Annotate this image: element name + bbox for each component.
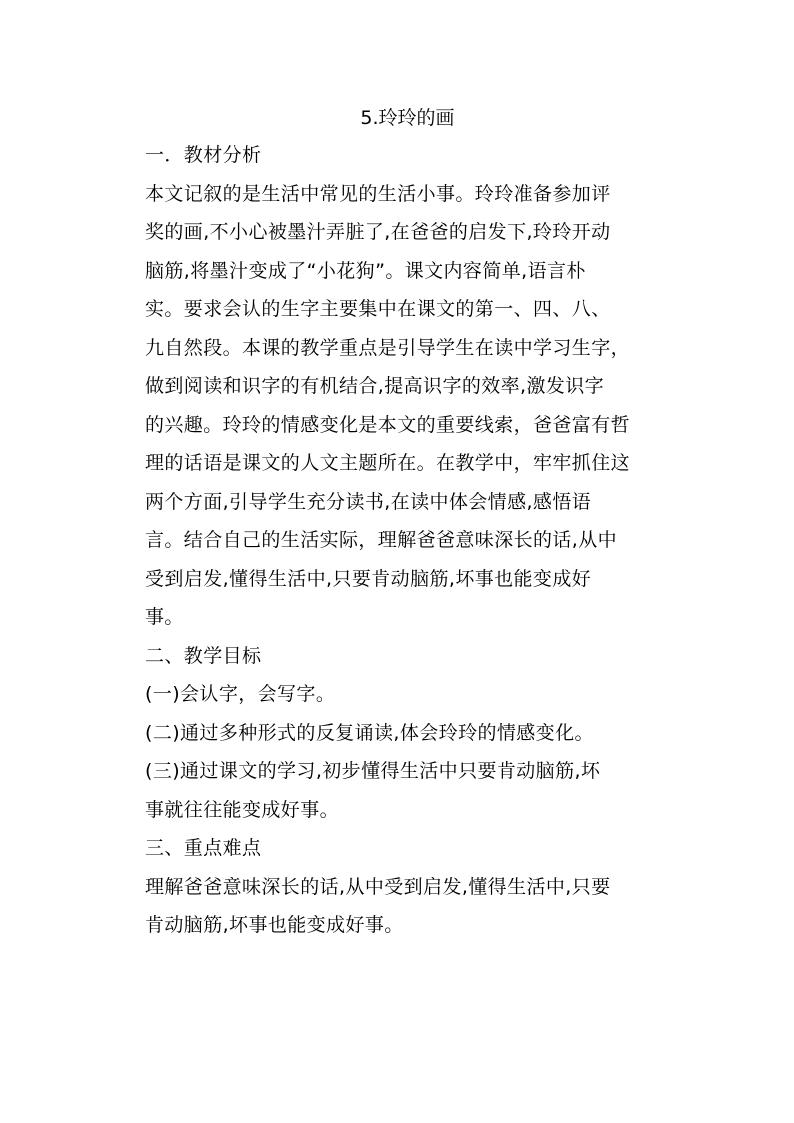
objective-item: (二)通过多种形式的反复诵读,体会玲玲的情感变化。 <box>145 721 594 744</box>
paragraph-line: 脑筋,将墨汁变成了“小花狗”。课文内容简单,语言朴 <box>145 259 586 282</box>
paragraph-line: 言。结合自己的生活实际，理解爸爸意味深长的话,从中 <box>145 529 618 551</box>
objective-item-continued: 事就往往能变成好事。 <box>145 798 340 821</box>
paragraph-line: 实。要求会认的生字主要集中在课文的第一、四、八、 <box>145 298 611 320</box>
paragraph-line: 事。 <box>145 606 184 628</box>
document-body <box>145 100 670 945</box>
paragraph-line: 做到阅读和识字的有机结合,提高识字的效率,激发识字 <box>145 375 605 397</box>
paragraph-line: 的兴趣。玲玲的情感变化是本文的重要线索，爸爸富有哲 <box>145 413 631 436</box>
paragraph-line: 九自然段。本课的教学重点是引导学生在读中学习生字， <box>145 336 631 359</box>
paragraph-line: 理解爸爸意味深长的话,从中受到启发,懂得生活中,只要 <box>145 875 611 898</box>
section-heading-key-points: 三、重点难点 <box>145 837 262 859</box>
document-title: 5.玲玲的画 <box>360 107 455 129</box>
objective-item: (一)会认字，会写字。 <box>145 683 336 705</box>
paragraph-line: 两个方面,引导学生充分读书,在读中体会情感,感悟语 <box>145 490 592 513</box>
paragraph-line: 本文记叙的是生活中常见的生活小事。玲玲准备参加评 <box>145 182 611 205</box>
section-heading-objectives: 二、教学目标 <box>145 644 262 667</box>
section-heading-analysis: 一．教材分析 <box>145 144 262 166</box>
paragraph-line: 奖的画,不小心被墨汁弄脏了,在爸爸的启发下,玲玲开动 <box>145 221 611 243</box>
objective-item: (三)通过课文的学习,初步懂得生活中只要肯动脑筋,坏 <box>145 760 601 782</box>
paragraph-line: 理的话语是课文的人文主题所在。在教学中，牢牢抓住这 <box>145 452 631 474</box>
paragraph-line: 肯动脑筋,坏事也能变成好事。 <box>145 914 404 936</box>
paragraph-line: 受到启发,懂得生活中,只要肯动脑筋,坏事也能变成好 <box>145 567 592 590</box>
